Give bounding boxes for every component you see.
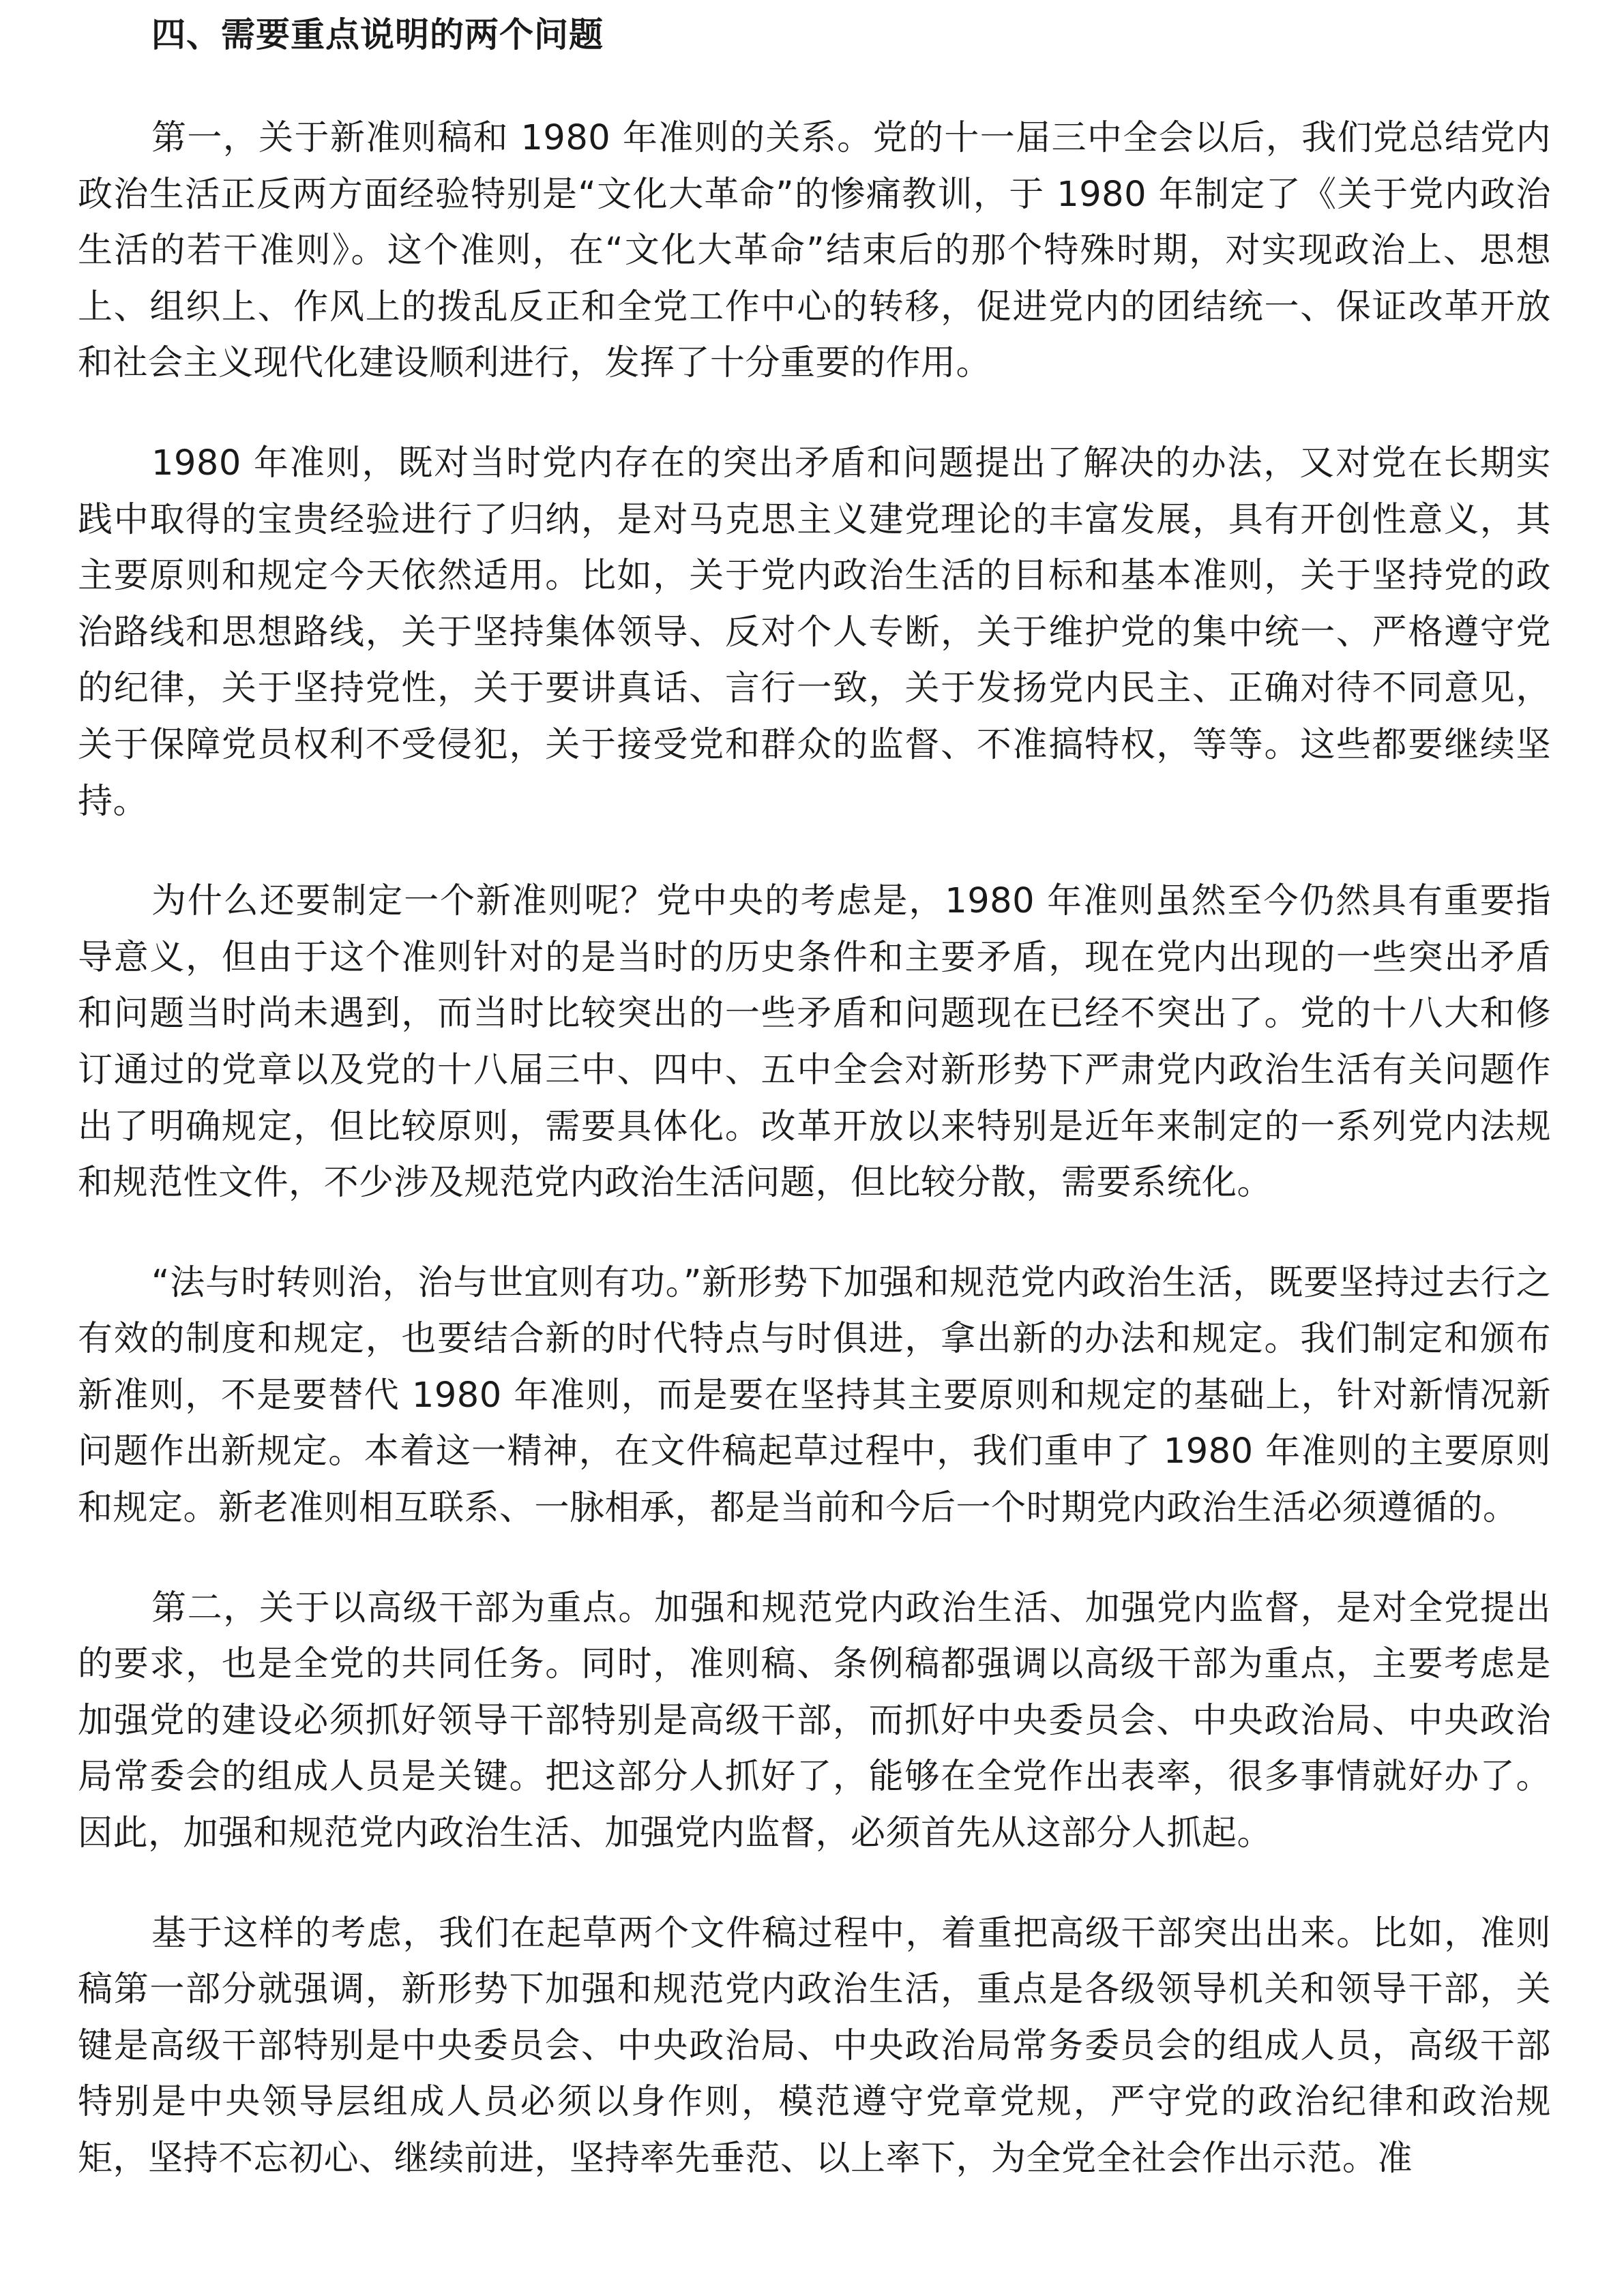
- paragraph-3: 为什么还要制定一个新准则呢？党中央的考虑是，1980 年准则虽然至今仍然具有重要指导意义，但由于这个准则针对的是当时的历史条件和主要矛盾，现在党内出现的一些突出矛盾和问题当时尚未遇到，而当时比较突出的一些矛盾和问题现在已经不突出了。党的十八大和修订通过的党章以及党的十八届三中、四中、五中全会对新形势下严肃党内政治生活有关问题作出了明确规定，但比较原则，需要具体化。改革开放以来特别是近年来制定的一系列党内法规和规范性文件，不少涉及规范党内政治生活问题，但比较分散，需要系统化。: [78, 881, 1551, 1204]
- section-heading: 四、需要重点说明的两个问题: [151, 15, 604, 55]
- document-page: [78, 0, 1551, 2188]
- paragraph-1: 第一，关于新准则稿和 1980 年准则的关系。党的十一届三中全会以后，我们党总结党内政治生活正反两方面经验特别是“文化大革命”的惨痛教训，于 1980 年制定了《关于党内政治生活的若干准则》。这个准则，在“文化大革命”结束后的那个特殊时期，对实现政治上、思想上、组织上、作风上的拨乱反正和全党工作中心的转移，促进党内的团结统一、保证改革开放和社会主义现代化建设顺利进行，发挥了十分重要的作用。: [78, 118, 1551, 384]
- paragraph-4: “法与时转则治，治与世宜则有功。”新形势下加强和规范党内政治生活，既要坚持过去行之有效的制度和规定，也要结合新的时代特点与时俱进，拿出新的办法和规定。我们制定和颁布新准则，不是要替代 1980 年准则，而是要在坚持其主要原则和规定的基础上，针对新情况新问题作出新规定。本着这一精神，在文件稿起草过程中，我们重申了 1980 年准则的主要原则和规定。新老准则相互联系、一脉相承，都是当前和今后一个时期党内政治生活必须遵循的。: [78, 1262, 1551, 1529]
- paragraph-6: 基于这样的考虑，我们在起草两个文件稿过程中，着重把高级干部突出出来。比如，准则稿第一部分就强调，新形势下加强和规范党内政治生活，重点是各级领导机关和领导干部，关键是高级干部特别是中央委员会、中央政治局、中央政治局常务委员会的组成人员，高级干部特别是中央领导层组成人员必须以身作则，模范遵守党章党规，严守党的政治纪律和政治规矩，坚持不忘初心、继续前进，坚持率先垂范、以上率下，为全党全社会作出示范。准: [78, 1913, 1551, 2179]
- paragraph-5: 第二，关于以高级干部为重点。加强和规范党内政治生活、加强党内监督，是对全党提出的要求，也是全党的共同任务。同时，准则稿、条例稿都强调以高级干部为重点，主要考虑是加强党的建设必须抓好领导干部特别是高级干部，而抓好中央委员会、中央政治局、中央政治局常委会的组成人员是关键。把这部分人抓好了，能够在全党作出表率，很多事情就好办了。因此，加强和规范党内政治生活、加强党内监督，必须首先从这部分人抓起。: [78, 1587, 1551, 1854]
- paragraph-2: 1980 年准则，既对当时党内存在的突出矛盾和问题提出了解决的办法，又对党在长期实践中取得的宝贵经验进行了归纳，是对马克思主义建党理论的丰富发展，具有开创性意义，其主要原则和规定今天依然适用。比如，关于党内政治生活的目标和基本准则，关于坚持党的政治路线和思想路线，关于坚持集体领导、反对个人专断，关于维护党的集中统一、严格遵守党的纪律，关于坚持党性，关于要讲真话、言行一致，关于发扬党内民主、正确对待不同意见，关于保障党员权利不受侵犯，关于接受党和群众的监督、不准搞特权，等等。这些都要继续坚持。: [78, 443, 1551, 822]
